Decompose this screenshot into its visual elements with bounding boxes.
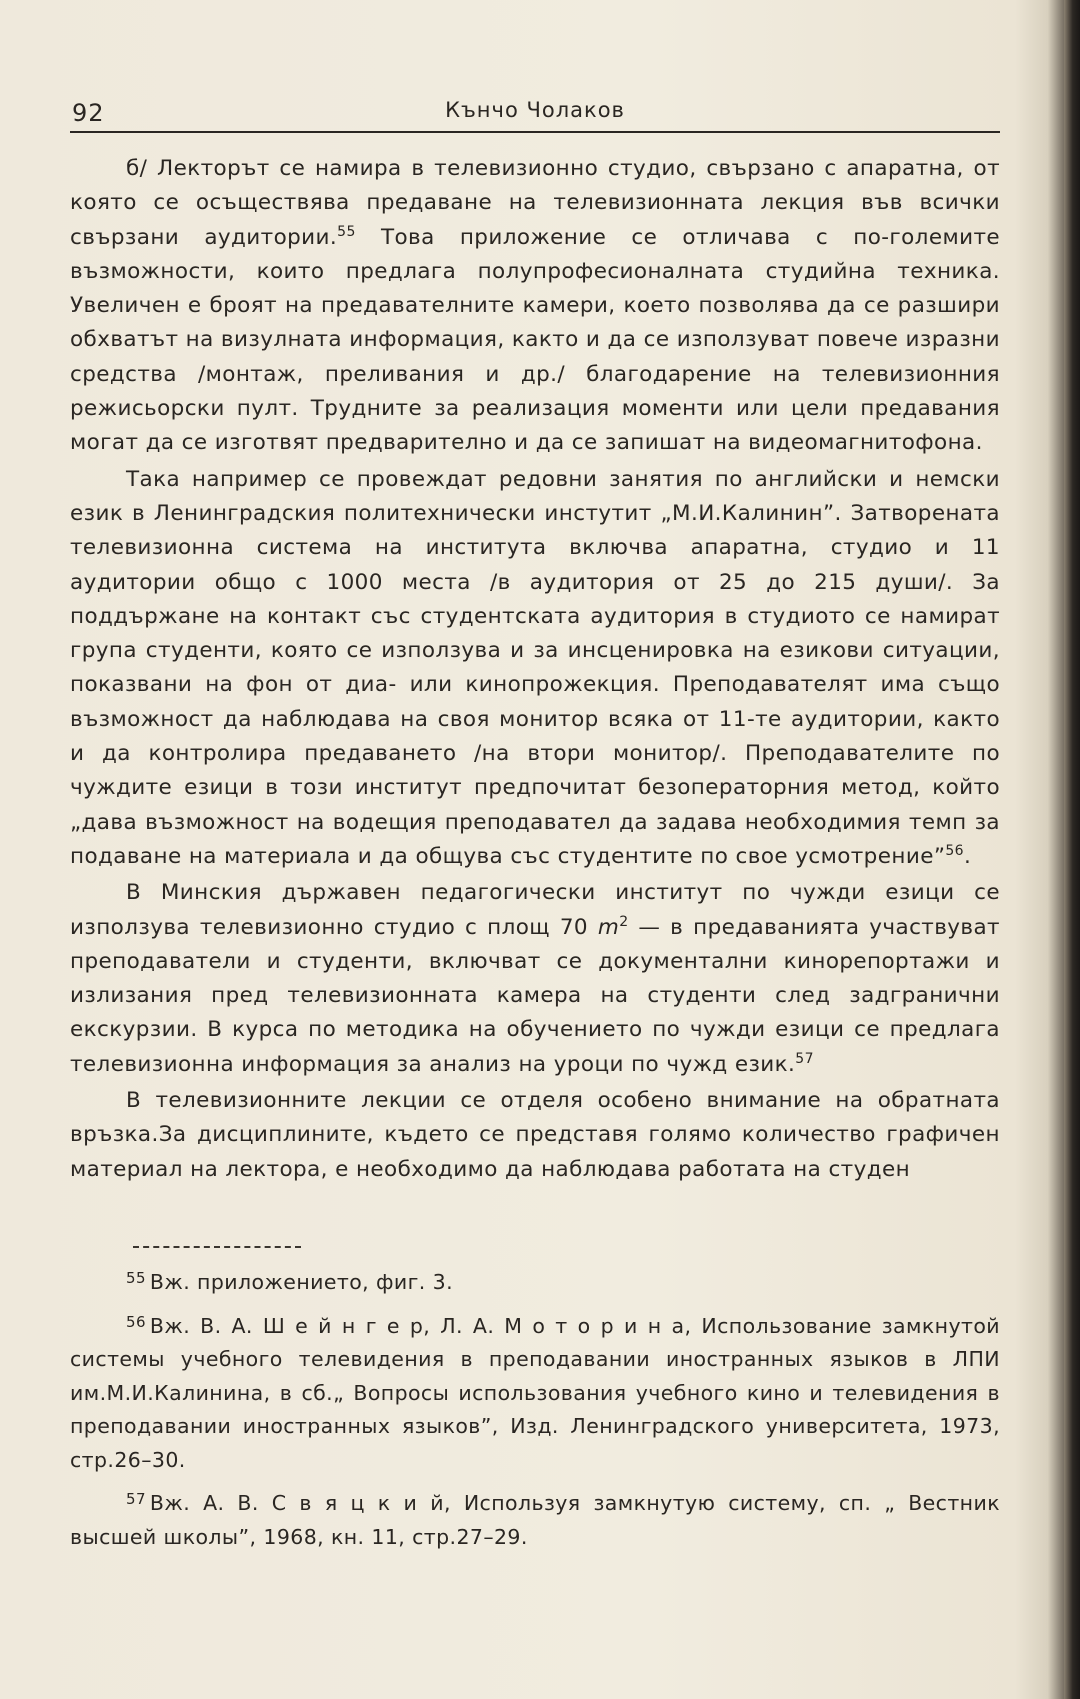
footnote-ref-55: 55: [337, 223, 356, 240]
footnote-ref-57: 57: [795, 1050, 814, 1067]
page-header: [70, 95, 1000, 133]
page-number: 92: [72, 99, 105, 127]
footnote-separator: [133, 1246, 301, 1248]
paragraph-4: В телевизионните лекции се отделя особено внимание на обратната връзка.За дисциплините, където се представя голямо количество графичен материал на лектора, е необходимо да наблюдава работата на студен: [70, 1088, 1000, 1182]
footnote-57: $^{57}$ Вж. А. В. С в я ц к и й, Используя замкнутую систему, сп. „ Вестник высшей школы”, 1968, кн. 11, стр.27–29.: [70, 1490, 1000, 1549]
paragraph-2: Така например се провеждат редовни занятия по английски и немски език в Ленинградския политехнически инстутит „М.И.Калинин”. Затворената телевизионна система на института включва апаратна, студио и 11 аудитории общо с 1000 места /в аудитория от 25 до 215 души/. За поддържане на контакт със студентската аудитория в студиото се намират група студенти, която се използува и за инсценировка на езикови ситуации, показвани на фон от диа- или кинопрожекция. Преподавателят има също възможност да наблюдава на своя монитор всяка от 11-те аудитории, както и да контролира предаването /на втори монитор/. Преподавателите по чуждите езици в този институт предпочитат безоператорния метод, който „дава възможност на водещия преподавател да задава необходимия темп за подаване на материала и да общува със студентите по свое усмотрение”$^{56}$.: [70, 466, 1000, 869]
footnote-ref-56: 56: [945, 842, 964, 859]
book-binding-edge: [1064, 0, 1080, 1699]
footnote-56: $^{56}$ Вж. В. А. Ш е й н г е р, Л. А. М о т о р и н а, Использование замкнутой системы учебного телевидения в преподавании иностранных языков в ЛПИ им.М.И.Калинина, в сб.„ Вопросы использования учебного кино и телевидения в преподавании иностранных языков”, Изд. Ленинградского университета, 1973, стр.26–30.: [70, 1312, 1000, 1472]
footnote-55: $^{55}$ Вж. приложението, фиг. 3.: [126, 1269, 453, 1294]
running-title: Кънчо Чолаков: [445, 98, 625, 122]
unit-m: m: [597, 914, 620, 940]
paragraph-3: В Минския държавен педагогически институт по чужди езици се използува телевизионно студио с площ 70 $m^2$ — в предаванията участвуват преподаватели и студенти, включват се документални кинорепортажи и излизания пред телевизионната камера на студенти след задгранични екскурзии. В курса по методика на обучението по чужди езици се предлага телевизионна информация за анализ на уроци по чужд език.$^{57}$: [70, 880, 1000, 1077]
unit-exponent: 2: [619, 913, 629, 930]
main-text: [70, 152, 1000, 1187]
paragraph-1: б/ Лекторът се намира в телевизионно студио, свързано с апаратна, от която се осъществява предаване на телевизионната лекция във всички свързани аудитории.$^{55}$ Това приложение се отличава с по-големите възможности, които предлага полупрофесионалната студийна техника. Увеличен е броят на предавателните камери, което позволява да се разшири обхватът на визулната информация, както и да се използуват повече изразни средства /монтаж, преливания и др./ благодарение на телевизионния режисьорски пулт. Трудните за реализация моменти или цели предавания могат да се изготвят предварително и да се запишат на видеомагнитофона.: [70, 156, 1000, 456]
footnotes: [70, 1266, 1000, 1564]
